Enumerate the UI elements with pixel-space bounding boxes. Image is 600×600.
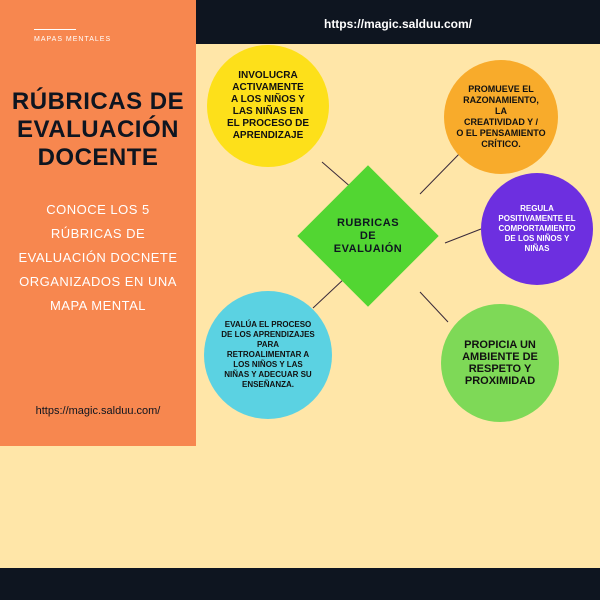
connector-orange	[420, 150, 463, 194]
sidebar-url[interactable]: https://magic.salduu.com/	[35, 405, 161, 417]
node-promueve: PROMUEVE EL RAZONAMIENTO, LA CREATIVIDAD Y / O EL PENSAMIENTO CRÍTICO.	[444, 60, 558, 174]
page-subtitle: CONOCE LOS 5 RÚBRICAS DE EVALUACIÓN DOCNETE ORGANIZADOS EN UNA MAPA MENTAL	[18, 202, 178, 313]
connector-green	[420, 292, 448, 322]
connector-purple	[445, 229, 481, 243]
category-label: MAPAS MENTALES	[34, 36, 112, 43]
center-label: RUBRICAS DE EVALUAIÓN	[333, 216, 403, 255]
bottom-bar	[0, 568, 600, 600]
node-involucra: INVOLUCRA ACTIVAMENTE A LOS NIÑOS Y LAS NIÑAS EN EL PROCESO DE APRENDIZAJE	[207, 45, 329, 167]
page-title: RÚBRICAS DE EVALUACIÓN DOCENTE	[11, 88, 185, 171]
node-propicia: PROPICIA UN AMBIENTE DE RESPETO Y PROXIMIDAD	[441, 304, 559, 422]
top-url[interactable]: https://magic.salduu.com/	[323, 17, 473, 31]
node-regula: REGULA POSITIVAMENTE EL COMPORTAMIENTO DE LOS NIÑOS Y NIÑAS	[481, 173, 593, 285]
node-evalua: EVALÚA EL PROCESO DE LOS APRENDIZAJES PARA RETROALIMENTAR A LOS NIÑOS Y LAS NIÑAS Y ADECUAR SU ENSEÑANZA.	[204, 291, 332, 419]
